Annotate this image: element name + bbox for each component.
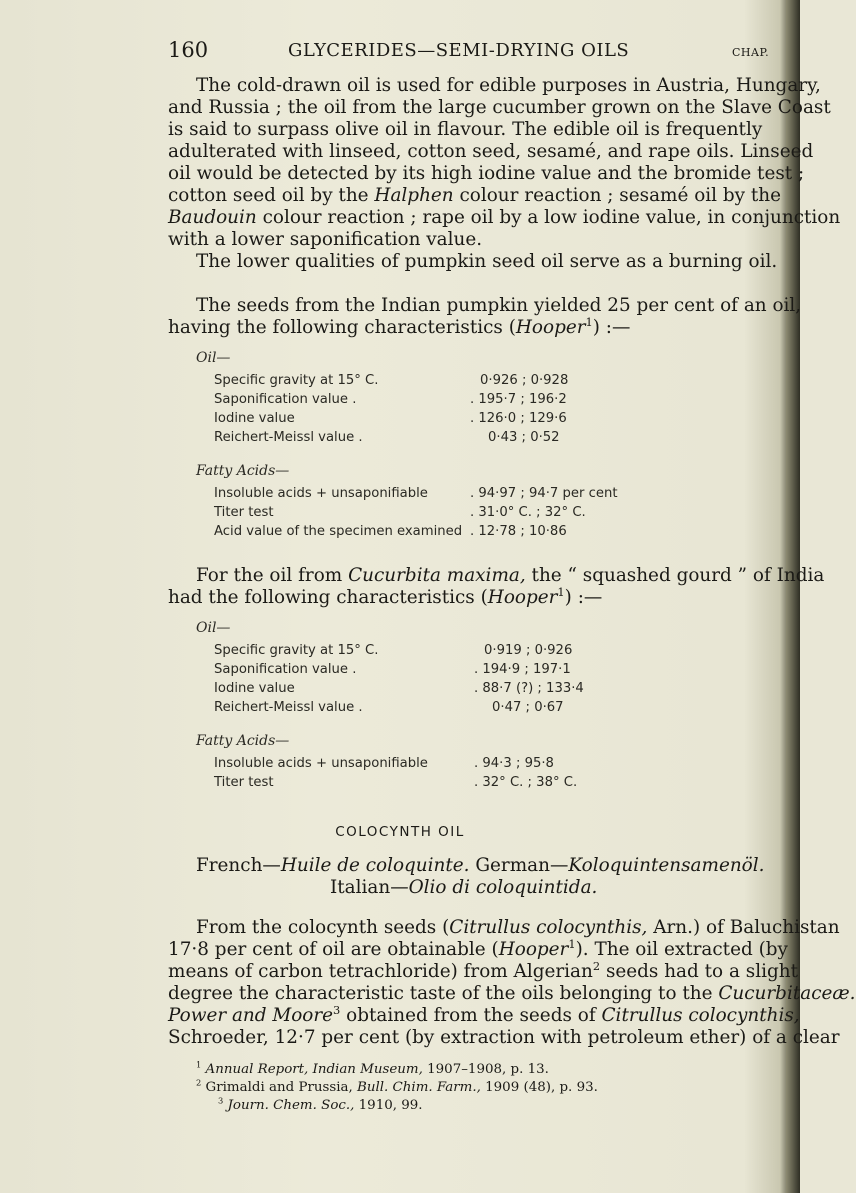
text-run-italic: Power and Moore (168, 1005, 334, 1026)
table-label: Titer test (214, 775, 274, 790)
text-line (168, 208, 840, 228)
table-value: . 12·78 ; 10·86 (470, 524, 567, 539)
text-run-italic: Huile de coloquinte. (280, 855, 470, 876)
text-run-italic: Baudouin (168, 207, 257, 228)
text-line: and Russia ; the oil from the large cucumber grown on the Slave Coast (168, 97, 831, 118)
table-value: . 194·9 ; 197·1 (474, 662, 571, 677)
text-run: For the oil from (196, 565, 349, 586)
footnote-3 (218, 1095, 423, 1113)
text-line: Schroeder, 12·7 per cent (by extraction with petroleum ether) of a clear (168, 1027, 840, 1048)
text-run: French— (196, 855, 281, 876)
table-label: Specific gravity at 15° C. (214, 373, 379, 388)
table-value: . 94·97 ; 94·7 per cent (470, 486, 618, 501)
table-label: Reichert-Meissl value . (214, 700, 363, 715)
text-run: cotton seed oil by the (168, 185, 375, 206)
text-run: means of carbon tetrachloride) from Algerian (168, 961, 593, 982)
text-run: 1907–1908, p. 13. (422, 1062, 549, 1077)
text-line (196, 566, 824, 586)
chapter-label: CHAP. (732, 46, 770, 59)
table-value: . 88·7 (?) ; 133·4 (474, 681, 584, 696)
table-value: . 126·0 ; 129·6 (470, 411, 567, 426)
text-line (196, 918, 840, 938)
page-number: 160 (168, 38, 209, 62)
text-line: The seeds from the Indian pumpkin yielded 25 per cent of an oil, (196, 295, 802, 316)
text-run: 1909 (48), p. 93. (480, 1080, 598, 1095)
text-run-italic: Koloquintensamenöl. (568, 855, 765, 876)
text-run: German— (475, 855, 569, 876)
footnote-1 (196, 1059, 549, 1077)
text-run: Arn.) of Baluchistan (647, 917, 840, 938)
footnote-ref: 2 (592, 958, 601, 973)
text-line (168, 314, 631, 338)
table-caption: Fatty Acids— (196, 733, 290, 749)
text-run-italic: Journ. Chem. Soc., (227, 1098, 355, 1113)
text-run-italic: Hooper (498, 939, 569, 960)
footnote-mark: 2 (196, 1077, 202, 1088)
text-run-italic: Halphen (374, 185, 454, 206)
section-heading: COLOCYNTH OIL (335, 824, 465, 840)
footnote-ref: 1 (568, 936, 576, 951)
text-line: The cold-drawn oil is used for edible purposes in Austria, Hungary, (196, 75, 821, 96)
text-run-italic: Citrullus colocynthis, (601, 1005, 800, 1026)
text-run: colour reaction ; sesamé oil by the (453, 185, 782, 206)
table-caption: Oil— (196, 620, 231, 636)
text-run-italic: Citrullus colocynthis, (449, 917, 648, 938)
footnote-ref: 1 (557, 584, 565, 599)
table-value: 0·47 ; 0·67 (492, 700, 564, 715)
table-label: Reichert-Meissl value . (214, 430, 363, 445)
text-run: From the colocynth seeds ( (196, 917, 450, 938)
footnote-mark: 1 (196, 1059, 202, 1070)
text-run: colour reaction ; rape oil by a low iodine value, in conjunction (256, 207, 841, 228)
table-value: 0·926 ; 0·928 (480, 373, 569, 388)
table-label: Iodine value (214, 681, 295, 696)
text-line: adulterated with linseed, cotton seed, sesamé, and rape oils. Linseed (168, 141, 814, 162)
footnote-mark: 3 (218, 1095, 224, 1106)
text-run: ) :— (564, 587, 603, 608)
table-label: Acid value of the specimen examined (214, 524, 463, 539)
text-run: obtained from the seeds of (340, 1005, 602, 1026)
text-run: Grimaldi and Prussia, (205, 1080, 357, 1095)
table-label: Titer test (214, 505, 274, 520)
running-header (168, 38, 768, 62)
table-label: Saponification value . (214, 662, 357, 677)
text-run: had the following characteristics ( (168, 587, 488, 608)
table-label: Iodine value (214, 411, 295, 426)
footnote-ref: 3 (333, 1002, 341, 1017)
text-line (168, 584, 603, 608)
text-line (168, 186, 781, 206)
text-line (168, 984, 856, 1004)
table-label: Insoluble acids + unsaponifiable (214, 486, 428, 501)
text-line: oil would be detected by its high iodine value and the bromide test ; (168, 163, 805, 184)
table-label: Specific gravity at 15° C. (214, 643, 379, 658)
text-run: 1910, 99. (354, 1098, 423, 1113)
text-run-italic: Hooper (487, 587, 558, 608)
table-value: 0·919 ; 0·926 (484, 643, 573, 658)
text-line: is said to surpass olive oil in flavour. The edible oil is frequently (168, 119, 763, 140)
text-run-italic: Bull. Chim. Farm., (357, 1080, 481, 1095)
footnote-2 (196, 1077, 598, 1095)
running-title: GLYCERIDES—SEMI-DRYING OILS (288, 40, 630, 61)
text-run: ). The oil extracted (by (575, 939, 788, 960)
text-line: with a lower saponification value. (168, 229, 483, 250)
text-run: ) :— (592, 317, 631, 338)
text-run-italic: Annual Report, Indian Museum, (205, 1062, 423, 1077)
text-line: The lower qualities of pumpkin seed oil serve as a burning oil. (196, 251, 778, 272)
table-caption: Oil— (196, 350, 231, 366)
text-run: 17·8 per cent of oil are obtainable ( (168, 939, 499, 960)
table-value: . 195·7 ; 196·2 (470, 392, 567, 407)
table-label: Saponification value . (214, 392, 357, 407)
text-run: degree the characteristic taste of the oils belonging to the (168, 983, 719, 1004)
text-line (168, 958, 798, 982)
table-label: Insoluble acids + unsaponifiable (214, 756, 428, 771)
text-line (168, 1002, 800, 1026)
names-line-italian (330, 878, 597, 898)
text-run: seeds had to a slight (600, 961, 798, 982)
table-value: . 31·0° C. ; 32° C. (470, 505, 586, 520)
text-line (168, 936, 788, 960)
text-run-italic: Cucurbitaceæ. (718, 983, 856, 1004)
text-run: having the following characteristics ( (168, 317, 516, 338)
table-value: . 32° C. ; 38° C. (474, 775, 578, 790)
text-run-italic: Olio di coloquintida. (408, 877, 598, 898)
names-line-french-german (196, 856, 764, 876)
table-value: . 94·3 ; 95·8 (474, 756, 554, 771)
text-run: Italian— (330, 877, 409, 898)
text-run: the “ squashed gourd ” of India (525, 565, 825, 586)
table-caption: Fatty Acids— (196, 463, 290, 479)
footnote-ref: 1 (585, 314, 593, 329)
text-run-italic: Cucurbita maxima, (348, 565, 526, 586)
text-run-italic: Hooper (515, 317, 586, 338)
table-value: 0·43 ; 0·52 (488, 430, 560, 445)
